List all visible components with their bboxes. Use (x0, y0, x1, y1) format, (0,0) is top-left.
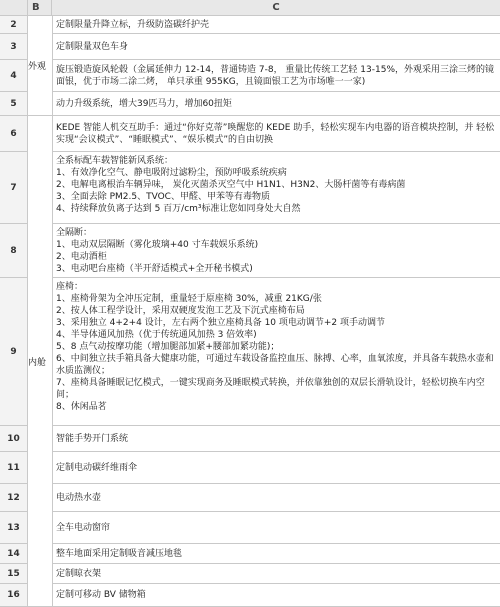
table-row (0, 224, 500, 278)
column-header-b[interactable]: B (28, 0, 52, 16)
row-number[interactable]: 14 (0, 544, 28, 564)
cell-text: 电动热水壶 (56, 492, 102, 503)
column-header-c[interactable]: C (52, 0, 500, 16)
cell-text: 全车电动窗帘 (56, 522, 111, 533)
cell-text: 全隔断： 1、电动双层隔断（雾化玻璃+40 寸车载娱乐系统) 2、电动酒柜 3、电动吧台座椅（半开舒适模式+全开秘书模式) (56, 228, 259, 274)
cell-c16[interactable] (52, 584, 500, 607)
table-row (0, 484, 500, 512)
cell-c10[interactable] (52, 426, 500, 452)
row-number[interactable]: 7 (0, 152, 28, 224)
group-label-exterior: 外观 (28, 62, 47, 72)
row-number[interactable]: 11 (0, 452, 28, 484)
table-row (0, 60, 500, 92)
row-number[interactable]: 15 (0, 564, 28, 584)
cell-text: 旋压锻造旋风轮毂（金属延伸力 12-14，普通铸造 7-8， 重量比传统工艺轻 13-15%，外观采用三涂三烤的镜面银，优于市场二涂二烤， 单只承重 955KG，且镜面银工艺为市场唯一一家) (56, 64, 495, 87)
cell-text: 定制限量升降立标，升级防盗碳纤护壳 (56, 19, 210, 30)
cell-text: 定制晾衣架 (56, 568, 102, 579)
cell-c12[interactable] (52, 484, 500, 512)
table-row (0, 278, 500, 426)
cell-c9[interactable] (52, 278, 500, 426)
table-row (0, 16, 500, 34)
table-row (0, 544, 500, 564)
row-number[interactable]: 16 (0, 584, 28, 607)
cell-text: 动力升级系统，增大39匹马力，增加60扭矩 (56, 98, 232, 109)
table-row (0, 92, 500, 116)
cell-c5[interactable] (52, 92, 500, 116)
group-cell-interior[interactable] (28, 116, 52, 607)
cell-c7[interactable] (52, 152, 500, 224)
row-number[interactable]: 5 (0, 92, 28, 116)
table-row (0, 34, 500, 60)
cell-text: 定制电动碳纤维雨伞 (56, 462, 138, 473)
cell-c15[interactable] (52, 564, 500, 584)
cell-text: 整车地面采用定制吸音减压地毯 (56, 548, 183, 559)
cell-text: 定制限量双色车身 (56, 41, 129, 52)
row-number[interactable]: 12 (0, 484, 28, 512)
cell-text: 全系标配车载智能新风系统： 1、有效净化空气、静电吸附过滤粉尘，预防呼吸系统疾病 2、电解电离根治车辆异味， 炭化灭菌杀灭空气中 H1N1、H3N2、大肠杆菌等有毒病菌 3、全面去除 PM2.5、TVOC、甲醛、甲苯等有毒物质 4、持续释放负离子达到 5 百万/cm³标准让您如同身处大自然 (56, 156, 406, 214)
row-number[interactable]: 3 (0, 34, 28, 60)
select-all-corner[interactable] (0, 0, 28, 16)
cell-c13[interactable] (52, 512, 500, 544)
cell-c8[interactable] (52, 224, 500, 278)
row-number[interactable]: 13 (0, 512, 28, 544)
table-row (0, 584, 500, 607)
group-cell-exterior[interactable] (28, 16, 52, 116)
row-number[interactable]: 10 (0, 426, 28, 452)
cell-c3[interactable] (52, 34, 500, 60)
cell-c2[interactable] (52, 16, 500, 34)
cell-text: 智能手势开门系统 (56, 433, 129, 444)
row-number[interactable]: 9 (0, 278, 28, 426)
group-label-interior: 内舱 (28, 357, 47, 368)
row-number[interactable]: 8 (0, 224, 28, 278)
table-row (0, 116, 500, 152)
row-number[interactable]: 4 (0, 60, 28, 92)
table-row (0, 426, 500, 452)
cell-c11[interactable] (52, 452, 500, 484)
table-row (0, 564, 500, 584)
cell-text: KEDE 智能人机交互助手：通过“你好克蒂”唤醒您的 KEDE 助手，轻松实现车内电器的语音模块控制，并 轻松实现“会议模式”、“睡眠模式”、“娱乐模式”的自由切换 (56, 122, 495, 145)
table-row (0, 512, 500, 544)
cell-text: 座椅： 1、座椅骨架为全冲压定制，重量轻于原座椅 30%，减重 21KG/张 2、按人体工程学设计，采用双硬度发泡工艺及下沉式座椅布局 3、采用独立 4+2+4 设计，左右两个独立座椅具备 10 项电动调节+2 项手动调节 4、半导体通风加热（优于传统通风加热 3 倍效率) 5、8 点气动按摩功能（增加腿部加紧+腰部加紧功能)； 6、中间独立扶手箱具备大健康功能，可通过车载设备监控血压、脉搏、心率，血氧浓度，并具备车载热水壶和水质监测仪； 7、座椅具备睡眠记忆模式，一键实现商务及睡眠模式转换，并依靠独创的双层长滑轨设计，轻松切换车内空间； 8、休闲品茗 (56, 282, 494, 412)
cell-c6[interactable] (52, 116, 500, 152)
table-row (0, 152, 500, 224)
table-row (0, 452, 500, 484)
cell-c4[interactable] (52, 60, 500, 92)
cell-text: 定制可移动 BV 储物箱 (56, 590, 146, 600)
row-number[interactable]: 6 (0, 116, 28, 152)
row-number[interactable]: 2 (0, 16, 28, 34)
cell-c14[interactable] (52, 544, 500, 564)
